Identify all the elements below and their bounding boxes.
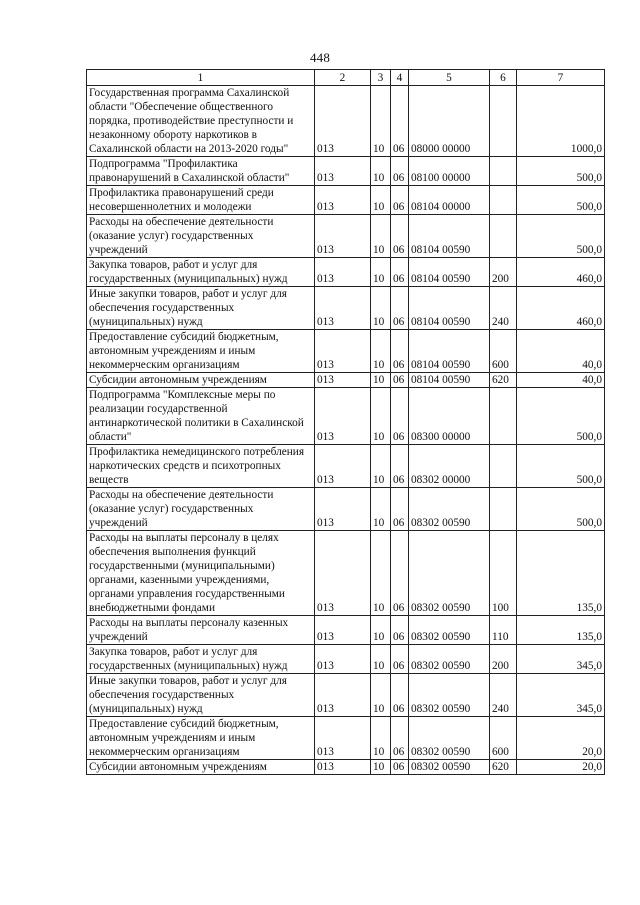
row-code-expense-type — [490, 215, 517, 258]
row-code-ministry: 013 — [315, 373, 371, 388]
row-name: Профилактика немедицинского потребления наркотических средств и психотропных веществ — [87, 445, 315, 488]
table-row — [87, 717, 605, 760]
row-name: Предоставление субсидий бюджетным, автономным учреждениям и иным некоммерческим организациям — [87, 330, 315, 373]
row-amount: 345,0 — [517, 674, 605, 717]
row-code-ministry: 013 — [315, 760, 371, 775]
row-code-ministry: 013 — [315, 330, 371, 373]
row-code-expense-type: 620 — [490, 373, 517, 388]
table-row — [87, 674, 605, 717]
row-code-ministry: 013 — [315, 488, 371, 531]
row-name: Расходы на обеспечение деятельности (оказание услуг) государственных учреждений — [87, 215, 315, 258]
table-row — [87, 488, 605, 531]
row-code-ministry: 013 — [315, 445, 371, 488]
row-code-section: 10 — [371, 330, 391, 373]
row-code-ministry: 013 — [315, 616, 371, 645]
row-amount: 1000,0 — [517, 86, 605, 157]
row-name: Расходы на выплаты персоналу казенных учреждений — [87, 616, 315, 645]
row-code-target: 08302 00590 — [409, 488, 490, 531]
table-row — [87, 258, 605, 287]
row-code-target: 08104 00590 — [409, 330, 490, 373]
row-amount: 460,0 — [517, 287, 605, 330]
row-code-ministry: 013 — [315, 645, 371, 674]
row-code-section: 10 — [371, 388, 391, 445]
row-name: Субсидии автономным учреждениям — [87, 760, 315, 775]
header-cell-7: 7 — [517, 70, 605, 86]
row-name: Государственная программа Сахалинской области "Обеспечение общественного порядка, противодействие преступности и незаконному обороту наркотиков в Сахалинской области на 2013-2020 годы" — [87, 86, 315, 157]
row-code-expense-type — [490, 388, 517, 445]
row-code-section: 10 — [371, 287, 391, 330]
row-code-subsection: 06 — [391, 674, 409, 717]
row-code-ministry: 013 — [315, 287, 371, 330]
row-code-section: 10 — [371, 717, 391, 760]
row-code-subsection: 06 — [391, 717, 409, 760]
table-row — [87, 330, 605, 373]
row-code-section: 10 — [371, 531, 391, 616]
row-amount: 345,0 — [517, 645, 605, 674]
budget-table — [86, 69, 605, 775]
row-code-target: 08302 00590 — [409, 616, 490, 645]
row-code-subsection: 06 — [391, 258, 409, 287]
row-code-expense-type — [490, 186, 517, 215]
row-code-subsection: 06 — [391, 645, 409, 674]
row-code-ministry: 013 — [315, 186, 371, 215]
row-amount: 500,0 — [517, 445, 605, 488]
row-code-ministry: 013 — [315, 717, 371, 760]
header-cell-3: 3 — [371, 70, 391, 86]
row-name: Субсидии автономным учреждениям — [87, 373, 315, 388]
row-code-subsection: 06 — [391, 531, 409, 616]
table-row — [87, 86, 605, 157]
row-code-subsection: 06 — [391, 287, 409, 330]
row-code-expense-type — [490, 488, 517, 531]
row-code-section: 10 — [371, 488, 391, 531]
row-amount: 460,0 — [517, 258, 605, 287]
row-name: Закупка товаров, работ и услуг для государственных (муниципальных) нужд — [87, 645, 315, 674]
row-code-target: 08302 00590 — [409, 760, 490, 775]
row-name: Закупка товаров, работ и услуг для государственных (муниципальных) нужд — [87, 258, 315, 287]
table-row — [87, 373, 605, 388]
row-code-subsection: 06 — [391, 616, 409, 645]
page-number: 448 — [309, 50, 331, 65]
row-code-target: 08302 00590 — [409, 645, 490, 674]
row-code-expense-type: 100 — [490, 531, 517, 616]
row-code-target: 08302 00590 — [409, 674, 490, 717]
row-amount: 500,0 — [517, 157, 605, 186]
row-code-section: 10 — [371, 760, 391, 775]
row-name: Расходы на обеспечение деятельности (оказание услуг) государственных учреждений — [87, 488, 315, 531]
table-row — [87, 287, 605, 330]
row-code-expense-type: 110 — [490, 616, 517, 645]
header-row — [87, 70, 605, 86]
row-amount: 500,0 — [517, 488, 605, 531]
row-code-expense-type — [490, 157, 517, 186]
row-code-expense-type — [490, 445, 517, 488]
row-code-section: 10 — [371, 186, 391, 215]
row-code-section: 10 — [371, 445, 391, 488]
row-amount: 40,0 — [517, 330, 605, 373]
row-code-ministry: 013 — [315, 86, 371, 157]
row-code-target: 08100 00000 — [409, 157, 490, 186]
row-code-expense-type: 240 — [490, 287, 517, 330]
table-row — [87, 388, 605, 445]
row-name: Расходы на выплаты персоналу в целях обеспечения выполнения функций государственными (муниципальными) органами, казенными учреждениями, органами управления государственными внебюджетными фондами — [87, 531, 315, 616]
table-row — [87, 157, 605, 186]
row-code-ministry: 013 — [315, 215, 371, 258]
row-code-subsection: 06 — [391, 86, 409, 157]
row-code-target: 08104 00590 — [409, 215, 490, 258]
row-code-ministry: 013 — [315, 674, 371, 717]
row-code-target: 08104 00000 — [409, 186, 490, 215]
row-code-target: 08104 00590 — [409, 373, 490, 388]
row-name: Иные закупки товаров, работ и услуг для обеспечения государственных (муниципальных) нужд — [87, 674, 315, 717]
row-code-subsection: 06 — [391, 373, 409, 388]
row-code-section: 10 — [371, 258, 391, 287]
row-code-section: 10 — [371, 373, 391, 388]
row-name: Подпрограмма "Профилактика правонарушений в Сахалинской области" — [87, 157, 315, 186]
row-amount: 20,0 — [517, 717, 605, 760]
row-code-target: 08000 00000 — [409, 86, 490, 157]
row-code-expense-type: 240 — [490, 674, 517, 717]
header-cell-4: 4 — [391, 70, 409, 86]
table-row — [87, 186, 605, 215]
row-code-expense-type: 200 — [490, 258, 517, 287]
row-code-section: 10 — [371, 645, 391, 674]
row-amount: 500,0 — [517, 215, 605, 258]
row-amount: 20,0 — [517, 760, 605, 775]
table-row — [87, 616, 605, 645]
row-code-expense-type: 200 — [490, 645, 517, 674]
row-code-expense-type: 600 — [490, 330, 517, 373]
row-code-subsection: 06 — [391, 157, 409, 186]
row-code-target: 08104 00590 — [409, 258, 490, 287]
row-amount: 500,0 — [517, 388, 605, 445]
row-code-subsection: 06 — [391, 330, 409, 373]
header-cell-1: 1 — [87, 70, 315, 86]
row-code-subsection: 06 — [391, 186, 409, 215]
row-code-section: 10 — [371, 616, 391, 645]
row-code-ministry: 013 — [315, 388, 371, 445]
row-code-subsection: 06 — [391, 215, 409, 258]
row-code-subsection: 06 — [391, 488, 409, 531]
row-code-section: 10 — [371, 674, 391, 717]
row-code-subsection: 06 — [391, 760, 409, 775]
row-name: Иные закупки товаров, работ и услуг для обеспечения государственных (муниципальных) нужд — [87, 287, 315, 330]
row-code-expense-type — [490, 86, 517, 157]
table-row — [87, 645, 605, 674]
row-name: Предоставление субсидий бюджетным, автономным учреждениям и иным некоммерческим организациям — [87, 717, 315, 760]
row-code-section: 10 — [371, 215, 391, 258]
row-code-expense-type: 620 — [490, 760, 517, 775]
table-row — [87, 445, 605, 488]
header-cell-5: 5 — [409, 70, 490, 86]
row-code-ministry: 013 — [315, 531, 371, 616]
row-code-target: 08302 00590 — [409, 531, 490, 616]
row-code-target: 08302 00590 — [409, 717, 490, 760]
row-amount: 135,0 — [517, 531, 605, 616]
row-amount: 500,0 — [517, 186, 605, 215]
header-cell-6: 6 — [490, 70, 517, 86]
row-code-target: 08302 00000 — [409, 445, 490, 488]
row-amount: 135,0 — [517, 616, 605, 645]
row-code-subsection: 06 — [391, 445, 409, 488]
row-code-expense-type: 600 — [490, 717, 517, 760]
row-code-subsection: 06 — [391, 388, 409, 445]
row-name: Профилактика правонарушений среди несовершеннолетних и молодежи — [87, 186, 315, 215]
row-code-target: 08104 00590 — [409, 287, 490, 330]
row-code-ministry: 013 — [315, 157, 371, 186]
row-amount: 40,0 — [517, 373, 605, 388]
table-row — [87, 215, 605, 258]
row-code-ministry: 013 — [315, 258, 371, 287]
row-code-section: 10 — [371, 157, 391, 186]
table-body — [87, 86, 605, 775]
row-code-section: 10 — [371, 86, 391, 157]
row-code-target: 08300 00000 — [409, 388, 490, 445]
table-row — [87, 531, 605, 616]
row-name: Подпрограмма "Комплексные меры по реализации государственной антинаркотической политики в Сахалинской области" — [87, 388, 315, 445]
header-cell-2: 2 — [315, 70, 371, 86]
table-row — [87, 760, 605, 775]
